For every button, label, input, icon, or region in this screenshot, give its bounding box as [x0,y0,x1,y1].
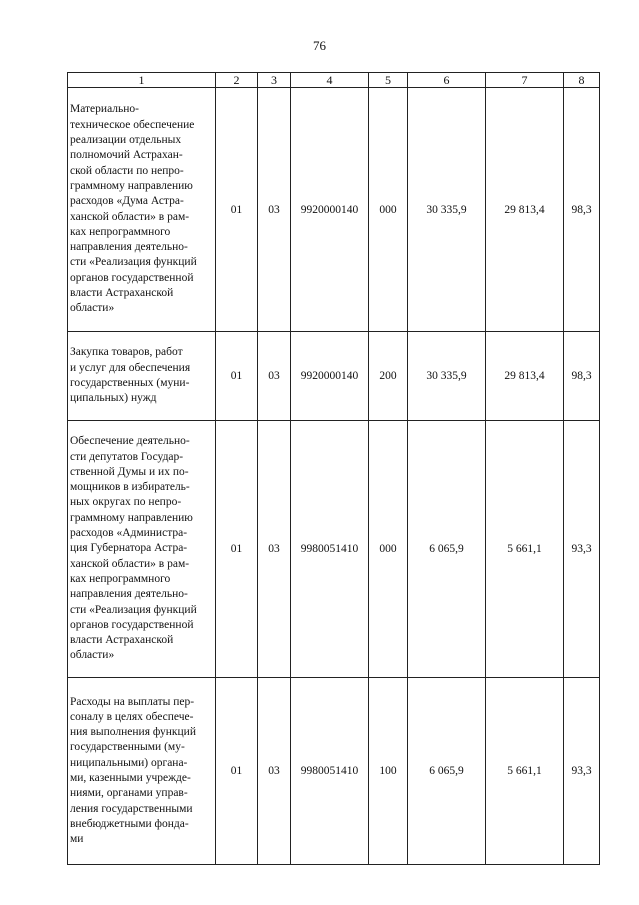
actual-amount: 29 813,4 [486,88,564,332]
execution-percent: 93,3 [564,678,600,865]
planned-amount: 6 065,9 [408,678,486,865]
row-description: Обеспечение деятельно- сти депутатов Государ- ственной Думы и их по- мощников в избиратель- ных округах по непро- граммному направлению расходов «Администра- ция Губернатора Астра- ханской области» в рам- ках непрограммного направления деятельно- сти «Реализация функций органов государственной власти Астраханской области» [68,421,216,678]
table-row [68,678,600,865]
column-header: 6 [408,73,486,88]
execution-percent: 93,3 [564,421,600,678]
actual-amount: 5 661,1 [486,678,564,865]
column-header: 4 [291,73,369,88]
planned-amount: 30 335,9 [408,88,486,332]
column-header: 3 [258,73,291,88]
column-header: 2 [216,73,258,88]
column-header: 7 [486,73,564,88]
page-number: 76 [313,38,326,53]
table-row [68,88,600,332]
expense-type-code: 000 [369,421,408,678]
actual-amount: 29 813,4 [486,332,564,421]
target-article-code: 9980051410 [291,421,369,678]
column-header: 1 [68,73,216,88]
planned-amount: 6 065,9 [408,421,486,678]
section-code: 01 [216,421,258,678]
subsection-code: 03 [258,421,291,678]
row-description: Закупка товаров, работ и услуг для обеспечения государственных (муни- ципальных) нужд [68,332,216,421]
subsection-code: 03 [258,332,291,421]
expense-type-code: 200 [369,332,408,421]
table-row [68,332,600,421]
row-description: Материально- техническое обеспечение реализации отдельных полномочий Астрахан- ской области по непро- граммному направлению расходов «Дума Астра- ханской области» в рам- ках непрограммного направления деятельно- сти «Реализация функций органов государственной власти Астраханской области» [68,88,216,332]
subsection-code: 03 [258,88,291,332]
execution-percent: 98,3 [564,332,600,421]
subsection-code: 03 [258,678,291,865]
target-article-code: 9920000140 [291,88,369,332]
actual-amount: 5 661,1 [486,421,564,678]
table-header-row [68,73,600,88]
execution-percent: 98,3 [564,88,600,332]
expense-type-code: 100 [369,678,408,865]
row-description: Расходы на выплаты пер- соналу в целях обеспече- ния выполнения функций государственными (му- ниципальными) органа- ми, казенными учрежде- ниями, органами управ- ления государственными внебюджетными фонда- ми [68,678,216,865]
column-header: 5 [369,73,408,88]
section-code: 01 [216,332,258,421]
target-article-code: 9980051410 [291,678,369,865]
section-code: 01 [216,88,258,332]
planned-amount: 30 335,9 [408,332,486,421]
expense-type-code: 000 [369,88,408,332]
budget-table [67,72,600,865]
column-header: 8 [564,73,600,88]
section-code: 01 [216,678,258,865]
table-row [68,421,600,678]
target-article-code: 9920000140 [291,332,369,421]
